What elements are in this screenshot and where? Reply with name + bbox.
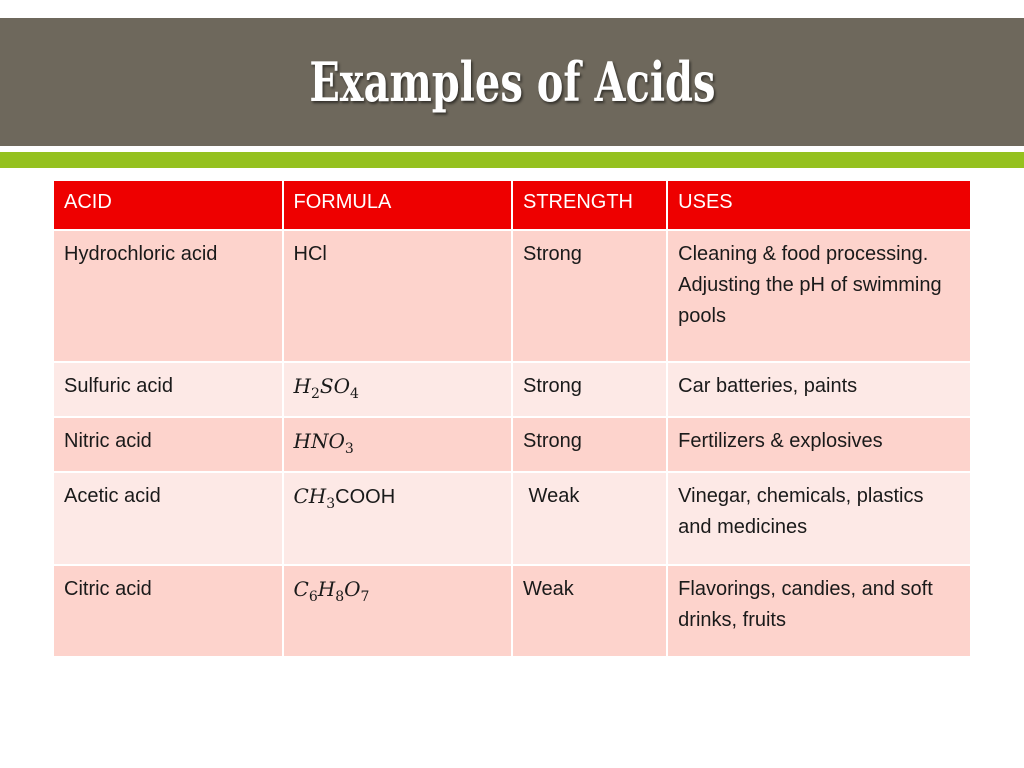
formula-part: H: [293, 374, 311, 398]
cell-acid: Nitric acid: [53, 417, 283, 472]
cell-formula: [283, 417, 513, 472]
formula-subscript: 4: [349, 386, 359, 402]
cell-uses: Vinegar, chemicals, plastics and medicines: [667, 472, 971, 565]
cell-formula: [283, 230, 513, 362]
table-row: [53, 472, 971, 565]
cell-acid: Acetic acid: [53, 472, 283, 565]
formula-subscript: 2: [310, 386, 320, 402]
formula-part: C: [293, 577, 309, 601]
table-body: [53, 230, 971, 657]
header-acid: ACID: [53, 180, 283, 230]
table-row: [53, 230, 971, 362]
formula-part: HCl: [293, 243, 327, 265]
cell-uses: Fertilizers & explosives: [667, 417, 971, 472]
formula-subscript: 8: [335, 589, 345, 605]
table-row: [53, 362, 971, 417]
formula-subscript: 3: [344, 441, 354, 457]
cell-acid: Citric acid: [53, 565, 283, 657]
cell-strength: Strong: [512, 230, 667, 362]
formula-subscript: 7: [360, 589, 370, 605]
cell-uses: Cleaning & food processing. Adjusting the pH of swimming pools: [667, 230, 971, 362]
cell-formula: [283, 362, 513, 417]
cell-uses: Car batteries, paints: [667, 362, 971, 417]
table-row: [53, 565, 971, 657]
header-uses: USES: [667, 180, 971, 230]
title-band: [0, 18, 1024, 146]
header-strength: STRENGTH: [512, 180, 667, 230]
formula-part: SO: [319, 374, 350, 398]
cell-strength: Strong: [512, 362, 667, 417]
table-row: [53, 417, 971, 472]
header-formula: FORMULA: [283, 180, 513, 230]
formula-part: H: [317, 577, 336, 601]
cell-uses: Flavorings, candies, and soft drinks, fruits: [667, 565, 971, 657]
cell-acid: Sulfuric acid: [53, 362, 283, 417]
formula-part: CH: [293, 484, 327, 508]
cell-formula: [283, 472, 513, 565]
acids-table: [52, 179, 972, 658]
cell-strength: Strong: [512, 417, 667, 472]
formula-part: COOH: [335, 486, 396, 508]
cell-acid: Hydrochloric acid: [53, 230, 283, 362]
formula-subscript: 6: [308, 589, 318, 605]
cell-formula: [283, 565, 513, 657]
formula-part: HNO: [293, 429, 345, 453]
table-header-row: [53, 180, 971, 230]
cell-strength: Weak: [512, 472, 667, 565]
formula-subscript: 3: [326, 496, 336, 512]
slide-title: Examples of Acids: [308, 50, 716, 114]
cell-strength: Weak: [512, 565, 667, 657]
accent-line: [0, 152, 1024, 168]
formula-part: O: [344, 577, 361, 601]
